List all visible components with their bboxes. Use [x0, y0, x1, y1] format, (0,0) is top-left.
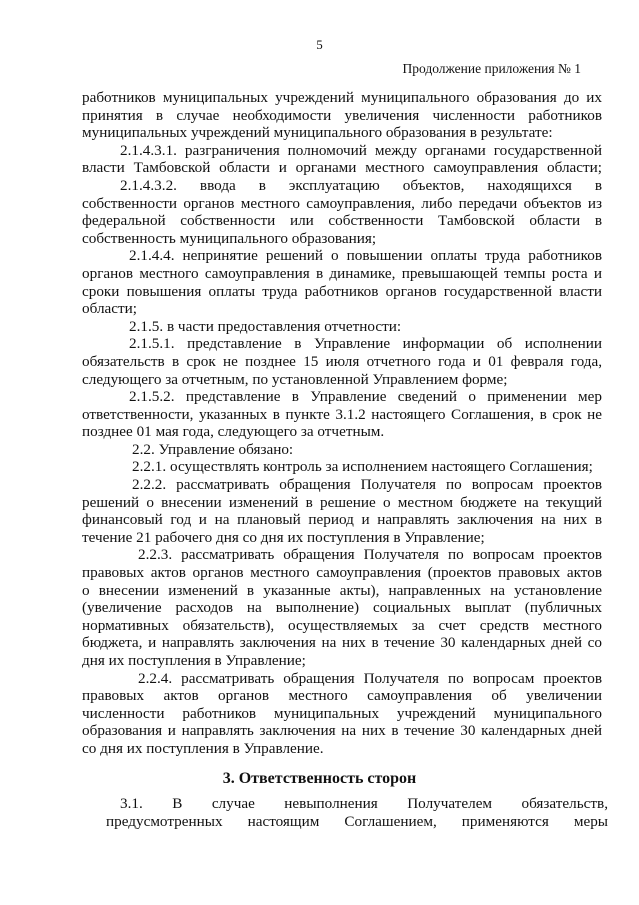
text-line: собственность муниципального образования;	[82, 229, 377, 247]
text-line: работников муниципальных учреждений муниципального образования до их	[82, 89, 602, 106]
text-line: предусмотренных настоящим Соглашением, применяются меры	[106, 812, 608, 830]
text-line: 2.1.5. в части предоставления отчетности:	[129, 317, 402, 335]
text-line: 2.2.1. осуществлять контроль за исполнением настоящего Соглашения;	[132, 458, 593, 476]
text-line: 2.2. Управление обязано:	[132, 440, 294, 458]
document-body	[82, 89, 602, 758]
text-line: 2.1.4.4. непринятие решений о повышении оплаты труда работников	[129, 247, 602, 265]
text-line: 2.1.5.1. представление в Управление информации об исполнении	[129, 335, 602, 353]
text-line: следующего за отчетным, по установленной Управлением форме;	[82, 370, 508, 388]
text-line: численности работников муниципальных учреждений муниципального	[82, 704, 602, 722]
text-line: (увеличение расходов на выполнение) социальных выплат (публичных	[82, 599, 602, 617]
text-line: 2.1.4.3.2. ввода в эксплуатацию объектов, находящихся в	[120, 176, 602, 194]
text-line: муниципальных учреждений муниципального образования в результате:	[82, 124, 553, 142]
text-line: финансовый год и на плановый период и направлять заключения на них в	[82, 511, 602, 529]
text-line: нормативных обязательств), осуществляемых за счет средств местного	[82, 616, 602, 634]
text-line: области;	[82, 300, 137, 318]
text-line: течение 21 рабочего дня со дня их поступления в Управление;	[82, 528, 485, 546]
text-line: органов местного самоуправления в динамике, превышающей темпы роста и	[82, 264, 602, 282]
text-line: образования и направлять заключения на них в течение 30 календарных дней	[82, 722, 602, 740]
text-line: федеральной собственности или собственности Тамбовской области в	[82, 212, 602, 230]
text-line: о внесении изменений в указанные акты), направленных на установление	[82, 581, 602, 599]
text-line: позднее 01 мая года, следующего за отчетным.	[82, 423, 385, 441]
text-line: решений о внесении изменений в решение о местном бюджете на текущий	[82, 493, 602, 511]
text-line: ответственности, указанных в пункте 3.1.2 настоящего Соглашения, в срок не	[82, 405, 602, 423]
text-line: 2.2.2. рассматривать обращения Получателя по вопросам проектов	[132, 476, 602, 494]
text-line: 2.1.5.2. представление в Управление сведений о применении мер	[129, 388, 602, 406]
section-heading: 3. Ответственность сторон	[222, 770, 417, 787]
page-number: 5	[316, 37, 323, 52]
text-line: принятия в случае необходимости увеличения численности работников	[82, 106, 602, 124]
appendix-continuation-note: Продолжение приложения № 1	[402, 61, 581, 76]
text-line: власти Тамбовской области и органами местного самоуправления области;	[82, 159, 602, 177]
text-line: правовых актов органов местного самоуправления (проектов правовых актов	[82, 564, 602, 582]
text-line: 3.1. В случае невыполнения Получателем обязательств,	[120, 795, 608, 812]
text-line: дня их поступления в Управление;	[82, 652, 306, 669]
text-line: сроки повышения оплаты труда работников органов государственной власти	[82, 282, 602, 300]
text-line: 2.1.4.3.1. разграничения полномочий между органами государственной	[120, 141, 602, 159]
text-line: 2.2.3. рассматривать обращения Получателя по вопросам проектов	[138, 546, 602, 564]
section-3-body	[106, 795, 608, 830]
text-line: правовых актов органов местного самоуправления об увеличении	[82, 687, 602, 705]
text-line: бюджета, и направлять заключения на них в течение 30 календарных дней со	[82, 634, 602, 652]
text-line: 2.2.4. рассматривать обращения Получателя по вопросам проектов	[138, 669, 602, 687]
text-line: обязательств в срок не позднее 15 июля отчетного года и 01 февраля года,	[82, 352, 602, 370]
text-line: собственности органов местного самоуправления, либо передачи объектов из	[82, 194, 602, 212]
text-line: со дня их поступления в Управление.	[82, 739, 324, 757]
